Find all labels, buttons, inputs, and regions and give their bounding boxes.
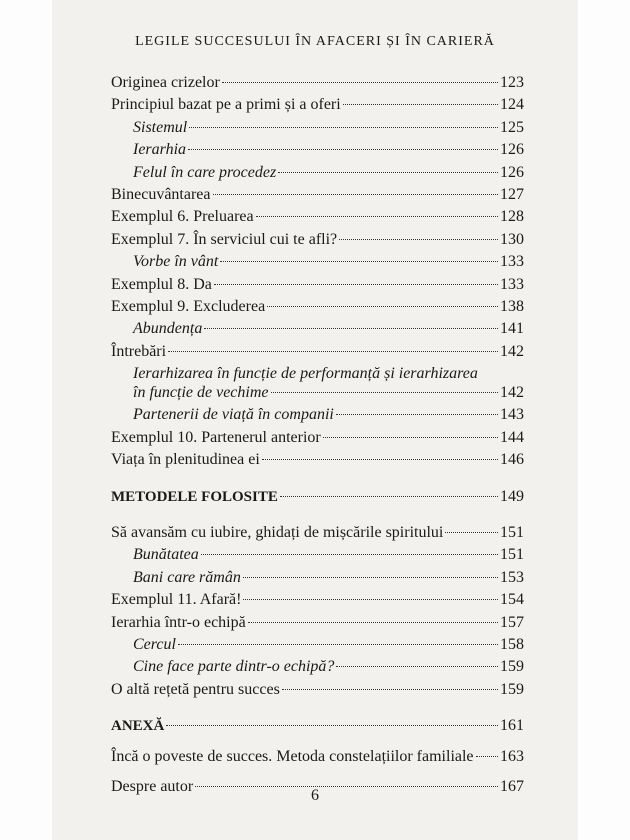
toc-entry-title: Viața în plenitudinea ei (111, 451, 260, 469)
toc-entry (111, 343, 524, 365)
toc-entry-title: Principiul bazat pe a primi și a oferi (111, 96, 341, 114)
toc-entry-title: Binecuvântarea (111, 185, 211, 203)
toc-entry-title: Încă o poveste de succes. Metoda constelațiilor familiale (111, 747, 474, 765)
dot-leader (336, 666, 498, 667)
toc-entry-title: Bani care rămân (133, 568, 241, 586)
toc-entry-title: Despre autor (111, 777, 194, 795)
toc-entry-page: 127 (500, 185, 524, 203)
toc-entry (111, 365, 524, 384)
dot-leader (336, 414, 498, 415)
running-header: LEGILE SUCCESULUI ÎN AFACERI ȘI ÎN CARIERĂ (135, 34, 495, 49)
toc-entry-page: 151 (500, 524, 524, 542)
toc-entry (111, 546, 524, 568)
toc-entry-title: Originea crizelor (111, 74, 220, 91)
toc-entry-page: 146 (500, 451, 524, 469)
dot-leader (243, 599, 498, 600)
toc-entry (111, 164, 524, 186)
page-number: 6 (311, 787, 319, 804)
toc-entry-page: 158 (500, 635, 524, 653)
toc-entry-page: 151 (500, 546, 524, 564)
toc-entry-page: 153 (500, 568, 524, 586)
toc-entry-page: 143 (500, 406, 524, 424)
toc-entry-page: 149 (500, 487, 524, 505)
toc-entry-page: 159 (500, 658, 524, 676)
dot-leader (278, 172, 498, 173)
toc-entry-page: 159 (500, 680, 524, 698)
toc-entry (111, 141, 524, 163)
toc-entry (111, 320, 524, 342)
toc-entry-title: METODELE FOLOSITE (111, 488, 278, 505)
toc-entry-page: 124 (500, 96, 524, 114)
toc-entry-title: Abundența (133, 320, 203, 338)
toc-entry (111, 524, 524, 546)
dot-leader (204, 328, 498, 329)
toc-entry-page: 126 (500, 163, 524, 181)
toc-entry-title: Exemplul 9. Excluderea (111, 297, 266, 315)
toc-entry (111, 406, 524, 428)
dot-leader (168, 351, 498, 352)
dot-leader (271, 392, 499, 393)
toc-entry (111, 231, 524, 253)
toc-entry (111, 717, 524, 739)
toc-entry-page: 154 (500, 591, 524, 609)
toc-entry-title: Cine face parte dintr-o echipă? (133, 658, 335, 676)
toc-entry (111, 253, 524, 275)
dot-leader (339, 239, 498, 240)
dot-leader (220, 261, 498, 262)
toc-entry-page: 141 (500, 320, 524, 338)
toc-entry (111, 636, 524, 658)
toc-entry (111, 96, 524, 118)
toc-entry-page: 142 (500, 342, 524, 360)
toc-entry-title: Ierarhia (133, 141, 187, 159)
toc-entry (111, 748, 524, 770)
toc-entry (111, 451, 524, 473)
toc-entry (111, 119, 524, 141)
toc-entry (111, 681, 524, 703)
dot-leader (166, 725, 498, 726)
toc-entry (111, 384, 524, 406)
toc-entry (111, 429, 524, 451)
toc-entry-title: Exemplul 11. Afară! (111, 591, 242, 609)
toc-entry-title: Ierarhizarea în funcție de performanță și ierarhizarea (133, 365, 478, 383)
dot-leader (188, 149, 498, 150)
toc-entry (111, 298, 524, 320)
dot-leader (189, 127, 498, 128)
dot-leader (343, 104, 498, 105)
toc-entry-page: 130 (500, 230, 524, 248)
dot-leader (222, 82, 498, 83)
dot-leader (476, 756, 498, 757)
dot-leader (201, 554, 498, 555)
toc-entry (111, 488, 524, 510)
toc-entry-title: Exemplul 10. Partenerul anterior (111, 428, 321, 446)
toc-entry-title: Întrebări (111, 342, 167, 360)
dot-leader (178, 644, 498, 645)
toc-entry-page: 142 (500, 384, 524, 402)
toc-entry-title: Vorbe în vânt (133, 253, 219, 271)
toc-entry-title: ANEXĂ (111, 718, 165, 735)
dot-leader (256, 216, 498, 217)
dot-leader (445, 532, 498, 533)
toc-entry (111, 658, 524, 680)
toc-entry-page: 161 (500, 717, 524, 735)
toc-entry (111, 614, 524, 636)
toc-entry-title: Exemplul 8. Da (111, 275, 212, 293)
toc-entry (111, 276, 524, 298)
toc-entry-page: 157 (500, 613, 524, 631)
toc-entry-page: 167 (500, 777, 524, 795)
toc-entry-page: 126 (500, 141, 524, 159)
toc-entry-title: O altă rețetă pentru succes (111, 680, 280, 698)
dot-leader (243, 577, 498, 578)
dot-leader (267, 306, 498, 307)
dot-leader (262, 459, 498, 460)
dot-leader (282, 689, 498, 690)
toc-entry (111, 591, 524, 613)
toc-entry-page: 133 (500, 253, 524, 271)
toc-entry-title: Sistemul (133, 118, 188, 136)
toc-entry-title: Felul în care procedez (133, 163, 277, 181)
dot-leader (248, 622, 498, 623)
toc-entry-page: 128 (500, 208, 524, 226)
toc-entry-title: Ierarhia într-o echipă (111, 613, 246, 631)
dot-leader (323, 437, 498, 438)
toc-entry-title: în funcție de vechime (133, 384, 269, 402)
dot-leader (214, 284, 498, 285)
toc-entry-title: Exemplul 6. Preluarea (111, 208, 254, 226)
toc-entry-title: Să avansăm cu iubire, ghidați de mișcările spiritului (111, 524, 444, 542)
toc-entry (111, 186, 524, 208)
toc-entry-page: 123 (500, 74, 524, 91)
toc-entry (111, 74, 524, 96)
toc-entry (111, 569, 524, 591)
toc-entry-title: Exemplul 7. În serviciul cui te afli? (111, 230, 338, 248)
toc-entry-title: Bunătatea (133, 546, 199, 564)
toc-entry-page: 163 (500, 747, 524, 765)
toc-entry (111, 208, 524, 230)
toc-entry-page: 133 (500, 275, 524, 293)
table-of-contents (111, 74, 524, 800)
toc-entry-page: 138 (500, 297, 524, 315)
book-page (52, 0, 578, 840)
toc-entry-title: Partenerii de viață în companii (133, 406, 334, 424)
toc-entry-title: Cercul (133, 635, 176, 653)
toc-entry-page: 125 (500, 118, 524, 136)
toc-entry-page: 144 (500, 428, 524, 446)
dot-leader (280, 496, 498, 497)
dot-leader (213, 194, 499, 195)
